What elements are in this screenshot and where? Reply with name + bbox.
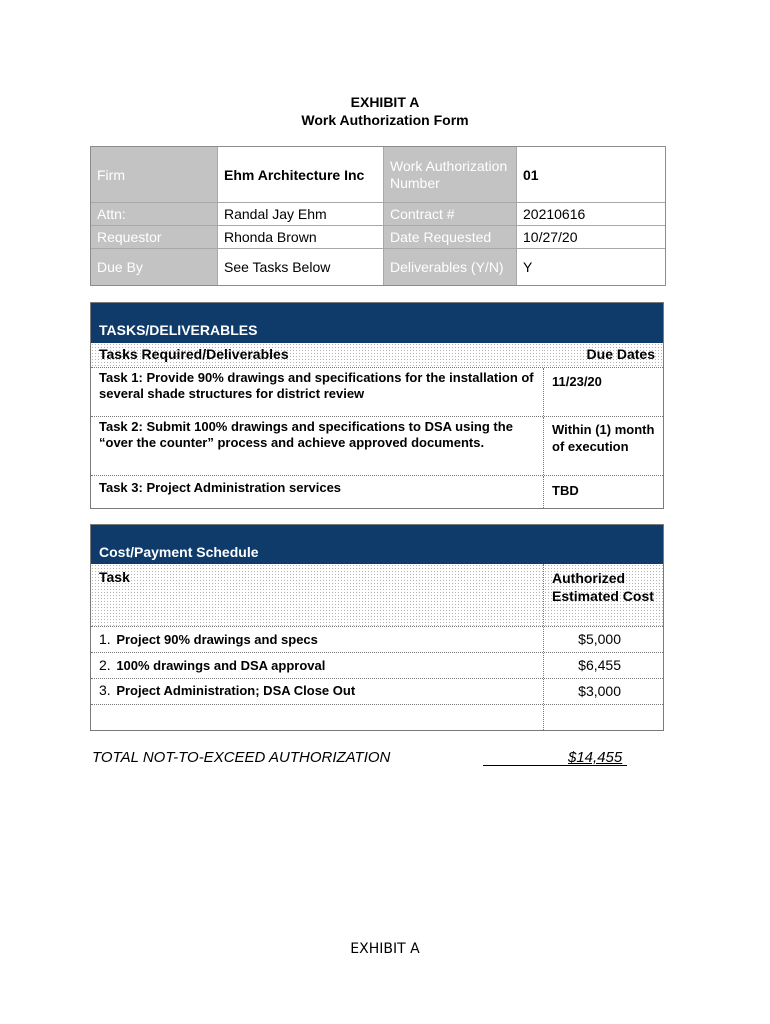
cost-col-task: Task [91,564,543,626]
task-row [91,367,663,416]
info-row-requestor [91,225,665,248]
cost-amount-empty [543,705,663,730]
tasks-col-due: Due Dates [543,343,663,367]
tasks-section-title: TASKS/DELIVERABLES [91,303,663,343]
cost-task-label: Project Administration; DSA Close Out [116,683,356,698]
cost-amount: $6,455 [543,653,663,678]
date-requested-label: Date Requested [383,226,516,248]
info-grid [90,146,666,286]
attn-label: Attn: [91,203,217,225]
task-description: Task 2: Submit 100% drawings and specifications to DSA using the “over the counter” process and achieve approved documents. [99,419,513,450]
cost-task-empty [91,705,543,730]
task-description: Task 1: Provide 90% drawings and specifications for the installation of several shade structures for district review [99,370,534,401]
cost-row [91,678,663,704]
firm-value: Ehm Architecture Inc [217,147,383,202]
cost-header-row [91,564,663,626]
task-due-date: Within (1) month of execution [543,417,663,475]
cost-col-amount: Authorized Estimated Cost [543,564,663,626]
info-row-due-by [91,248,665,285]
cost-task [91,627,543,652]
date-requested-value: 10/27/20 [516,226,665,248]
tasks-header-row [91,343,663,367]
cost-task-label: 100% drawings and DSA approval [116,658,326,673]
cost-row [91,652,663,678]
task-row [91,475,663,508]
cost-task [91,679,543,704]
due-by-value: See Tasks Below [217,249,383,285]
contract-value: 20210616 [516,203,665,225]
exhibit-heading: EXHIBIT A [350,94,420,110]
firm-label: Firm [91,147,217,202]
task-row [91,416,663,475]
task-description: Task 3: Project Administration services [99,480,342,495]
cost-amount: $5,000 [543,627,663,652]
cost-task-number: 3. [99,682,111,698]
cost-task-number: 2. [99,657,111,673]
cost-amount: $3,000 [543,679,663,704]
form-title: Work Authorization Form [301,112,469,128]
task-due-date: 11/23/20 [543,368,663,416]
cost-row-empty [91,704,663,730]
task-due-date: TBD [543,476,663,508]
due-by-label: Due By [91,249,217,285]
deliverables-label: Deliverables (Y/N) [383,249,516,285]
page-footer: EXHIBIT A [350,941,420,957]
cost-task-number: 1. [99,631,111,647]
wa-number-value: 01 [516,147,665,202]
attn-value: Randal Jay Ehm [217,203,383,225]
total-label: TOTAL NOT-TO-EXCEED AUTHORIZATION [92,749,391,766]
requestor-value: Rhonda Brown [217,226,383,248]
wa-number-label: Work Authorization Number [383,147,516,202]
cost-task-label: Project 90% drawings and specs [116,632,318,647]
requestor-label: Requestor [91,226,217,248]
contract-label: Contract # [383,203,516,225]
deliverables-value: Y [516,249,665,285]
cost-section [90,524,664,731]
info-row-firm [91,147,665,202]
cost-task [91,653,543,678]
cost-row [91,626,663,652]
cost-section-title: Cost/Payment Schedule [91,525,663,564]
tasks-col-task: Tasks Required/Deliverables [91,343,543,367]
info-row-attn [91,202,665,225]
total-value: $14,455 [568,749,623,766]
tasks-section [90,302,664,509]
